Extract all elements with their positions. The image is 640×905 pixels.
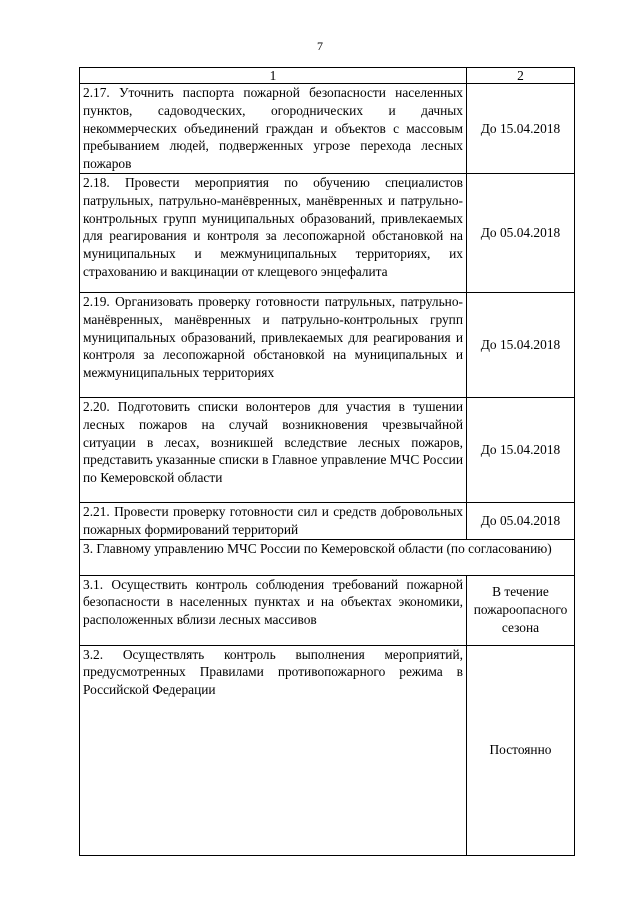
page-number: 7 (317, 39, 323, 53)
measure-text: 3.1. Осуществить контроль соблюдения требований пожарной безопасности в населенных пунктах и на объектах экономики, расположенных вблизи лесных массивов (80, 575, 467, 645)
header-column-1: 1 (80, 68, 467, 84)
measure-term: До 05.04.2018 (467, 173, 575, 292)
table-row (80, 292, 575, 397)
measure-term: До 15.04.2018 (467, 397, 575, 502)
table-row (80, 502, 575, 539)
measure-text: 3.2. Осуществлять контроль выполнения мероприятий, предусмотренных Правилами противопожарного режима в Российской Федерации (80, 645, 467, 855)
measure-text: 2.17. Уточнить паспорта пожарной безопасности населенных пунктов, садоводческих, огороднических и дачных некоммерческих объединений граждан и объектов с массовым пребыванием людей, подверженных угрозе перехода лесных пожаров (80, 84, 467, 174)
table-row (80, 645, 575, 855)
measure-text: 2.21. Провести проверку готовности сил и средств добровольных пожарных формирований территорий (80, 502, 467, 539)
measure-term: В течение пожароопасного сезона (467, 575, 575, 645)
table-header-row (80, 68, 575, 84)
measures-table (79, 67, 575, 856)
table-row (80, 84, 575, 174)
table-row (80, 397, 575, 502)
measure-text: 2.20. Подготовить списки волонтеров для участия в тушении лесных пожаров на случай возникновения чрезвычайной ситуации в лесах, возникшей вследствие лесных пожаров, представить указанные списки в Главное управление МЧС России по Кемеровской области (80, 397, 467, 502)
section-row (80, 539, 575, 575)
measure-term: До 05.04.2018 (467, 502, 575, 539)
section-heading: 3. Главному управлению МЧС России по Кемеровской области (по согласованию) (80, 539, 575, 575)
measure-term: До 15.04.2018 (467, 84, 575, 174)
table-row (80, 173, 575, 292)
table-row (80, 575, 575, 645)
measure-text: 2.18. Провести мероприятия по обучению специалистов патрульных, патрульно-манёвренных, манёвренных и патрульно-контрольных групп муниципальных образований, привлекаемых для реагирования и контроля за лесопожарной обстановкой на муниципальных и межмуниципальных территориях, их страхованию и вакцинации от клещевого энцефалита (80, 173, 467, 292)
measure-text: 2.19. Организовать проверку готовности патрульных, патрульно-манёвренных, манёвренных и патрульно-контрольных групп муниципальных образований, привлекаемых для реагирования и контроля за лесопожарной обстановкой на муниципальных и межмуниципальных территориях (80, 292, 467, 397)
measure-term: До 15.04.2018 (467, 292, 575, 397)
measure-term: Постоянно (467, 645, 575, 855)
header-column-2: 2 (467, 68, 575, 84)
